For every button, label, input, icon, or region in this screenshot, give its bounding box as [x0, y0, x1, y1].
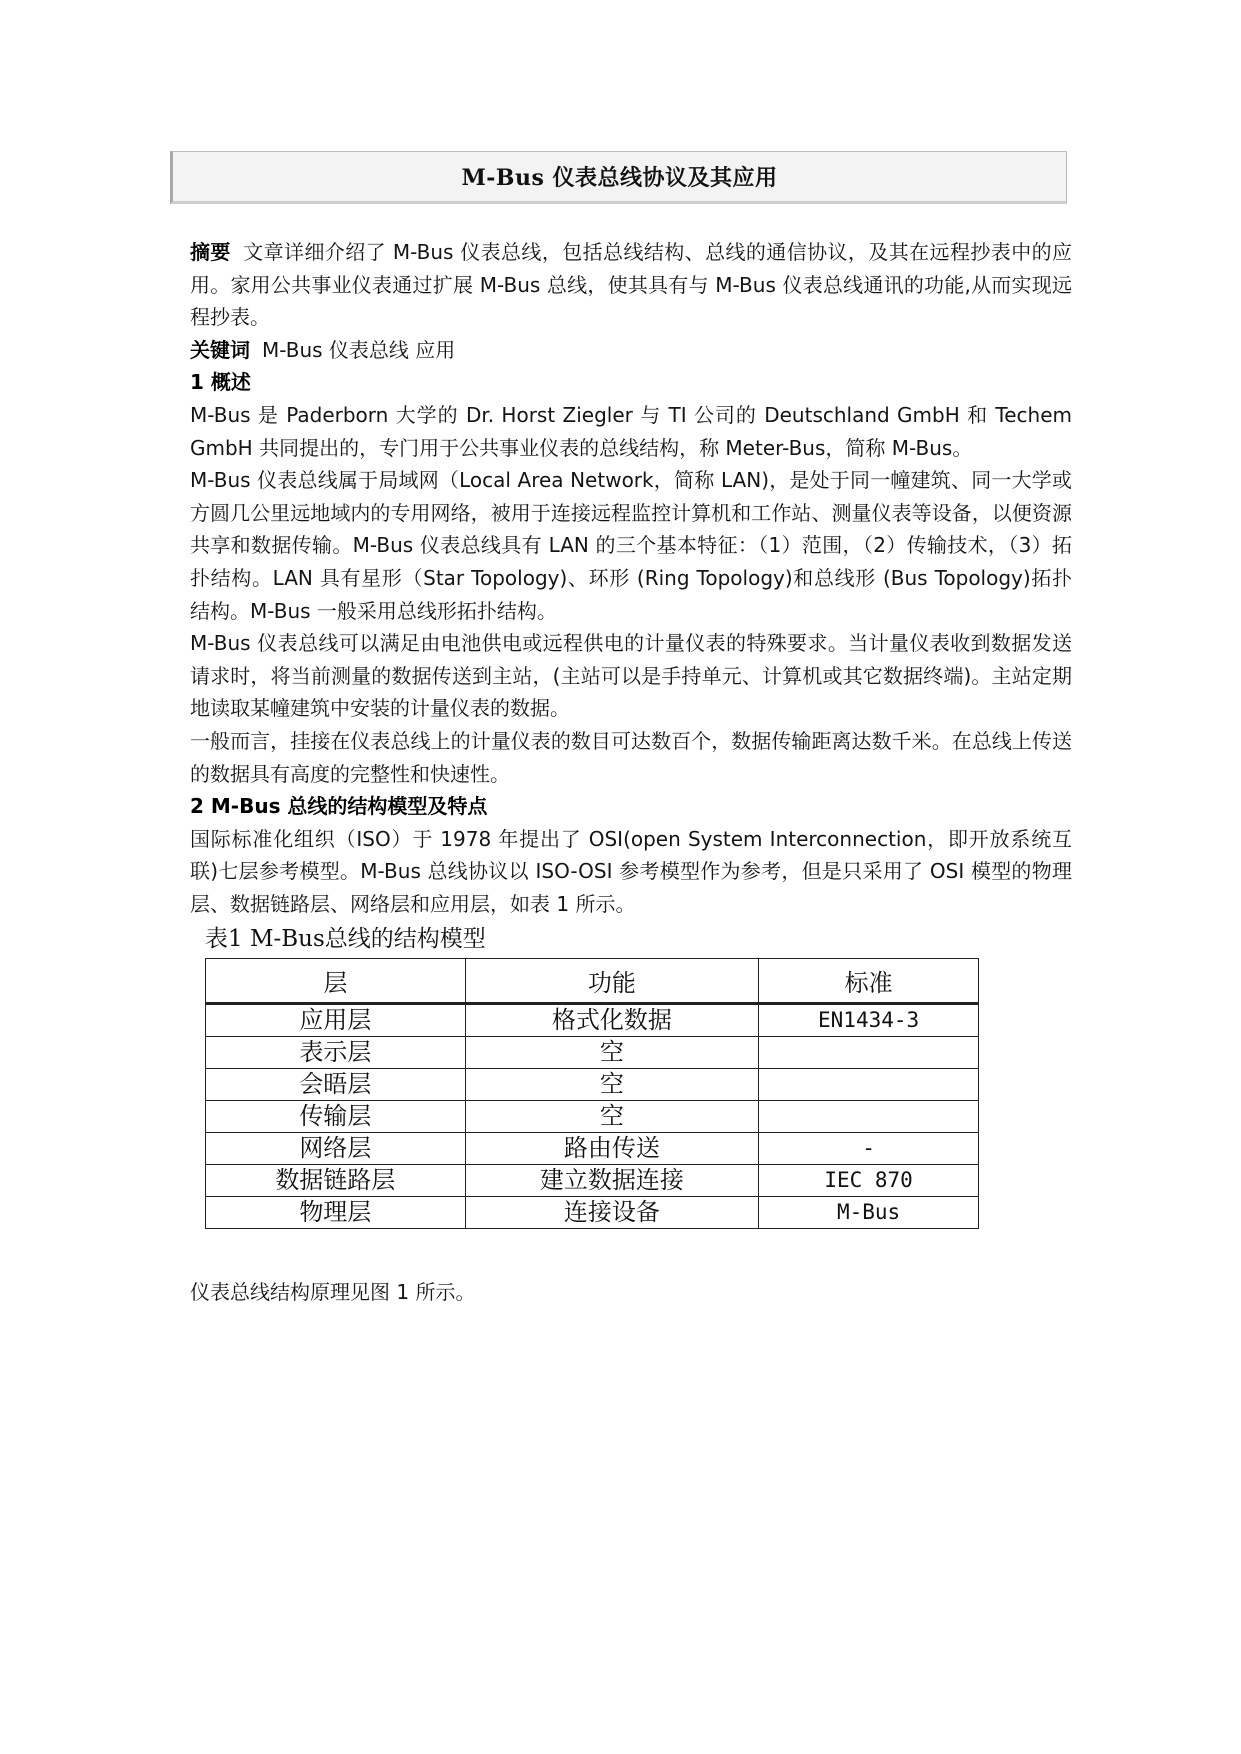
closing-paragraph: 仪表总线结构原理见图 1 所示。	[190, 1280, 476, 1304]
table-row	[206, 1101, 979, 1133]
table-cell-layer: 应用层	[206, 1004, 466, 1037]
title-box	[170, 151, 1067, 204]
table-cell-function: 空	[465, 1037, 759, 1069]
table-cell-layer: 传输层	[206, 1101, 466, 1133]
section1-paragraph-2: M-Bus 仪表总线属于局域网（Local Area Network，简称 LAN)，是处于同一幢建筑、同一大学或方圆几公里远地域内的专用网络，被用于连接远程监控计算机和工作站、测量仪表等设备，以便资源共享和数据传输。M-Bus 仪表总线具有 LAN 的三个基本特征：（1）范围，（2）传输技术，（3）拓扑结构。LAN 具有星形（Star Topology)、环形 (Ring Topology)和总线形 (Bus Topology)拓扑结构。M-Bus 一般采用总线形拓扑结构。	[190, 468, 1072, 623]
abstract-label: 摘要	[190, 240, 231, 264]
section2-paragraph-1: 国际标准化组织（ISO）于 1978 年提出了 OSI(open System Interconnection，即开放系统互联)七层参考模型。M-Bus 总线协议以 ISO-OSI 参考模型作为参考，但是只采用了 OSI 模型的物理层、数据链路层、网络层和应用层，如表 1 所示。	[190, 826, 1072, 916]
table-cell-standard: EN1434-3	[759, 1004, 979, 1037]
document-title: M-Bus 仪表总线协议及其应用	[461, 165, 778, 191]
table-cell-function: 格式化数据	[465, 1004, 759, 1037]
table-cell-standard	[759, 1101, 979, 1133]
table-figure	[205, 922, 985, 1229]
section2-heading: 2 M-Bus 总线的结构模型及特点	[190, 794, 488, 819]
table-header-row	[206, 959, 979, 1004]
section1-paragraph-1: M-Bus 是 Paderborn 大学的 Dr. Horst Ziegler 与 TI 公司的 Deutschland GmbH 和 Techem GmbH 共同提出的，专门用于公共事业仪表的总线结构，称 Meter-Bus，简称 M-Bus。	[190, 402, 1072, 460]
table-cell-layer: 数据链路层	[206, 1165, 466, 1197]
table-cell-standard: -	[759, 1133, 979, 1165]
table-cell-standard: IEC 870	[759, 1165, 979, 1197]
table-cell-function: 空	[465, 1101, 759, 1133]
table-cell-standard	[759, 1069, 979, 1101]
table-cell-function: 连接设备	[465, 1197, 759, 1229]
abstract-text: 文章详细介绍了 M-Bus 仪表总线，包括总线结构、总线的通信协议，及其在远程抄表中的应用。家用公共事业仪表通过扩展 M-Bus 总线，使其具有与 M-Bus 仪表总线通讯的功能,从而实现远程抄表。	[190, 240, 1073, 330]
table-cell-function: 路由传送	[465, 1133, 759, 1165]
table-row	[206, 1004, 979, 1037]
table-cell-layer: 会晤层	[206, 1069, 466, 1101]
section1-paragraph-3: M-Bus 仪表总线可以满足由电池供电或远程供电的计量仪表的特殊要求。当计量仪表收到数据发送请求时，将当前测量的数据传送到主站，(主站可以是手持单元、计算机或其它数据终端)。主站定期地读取某幢建筑中安装的计量仪表的数据。	[190, 631, 1072, 721]
table-header-cell: 层	[206, 959, 466, 1004]
table-row	[206, 1197, 979, 1229]
table-header-cell: 标准	[759, 959, 979, 1004]
table-cell-function: 建立数据连接	[465, 1165, 759, 1197]
keywords-label: 关键词	[190, 337, 250, 362]
table-row	[206, 1069, 979, 1101]
table-caption: 表1 M-Bus总线的结构模型	[205, 926, 486, 952]
table-cell-standard: M-Bus	[759, 1197, 979, 1229]
table-cell-layer: 网络层	[206, 1133, 466, 1165]
table-cell-layer: 物理层	[206, 1197, 466, 1229]
abstract-paragraph	[190, 236, 1072, 334]
section1-heading: 1 概述	[190, 370, 251, 395]
table-row	[206, 1133, 979, 1165]
osi-layer-table	[205, 958, 979, 1229]
table-row	[206, 1037, 979, 1069]
keywords-text: M-Bus 仪表总线 应用	[262, 337, 456, 362]
table-cell-function: 空	[465, 1069, 759, 1101]
table-header-cell: 功能	[465, 959, 759, 1004]
article-body	[190, 236, 1072, 920]
table-cell-layer: 表示层	[206, 1037, 466, 1069]
table-cell-standard	[759, 1037, 979, 1069]
section1-paragraph-4: 一般而言，挂接在仪表总线上的计量仪表的数目可达数百个，数据传输距离达数千米。在总线上传送的数据具有高度的完整性和快速性。	[190, 728, 1072, 786]
table-row	[206, 1165, 979, 1197]
keywords-paragraph	[190, 334, 1072, 367]
